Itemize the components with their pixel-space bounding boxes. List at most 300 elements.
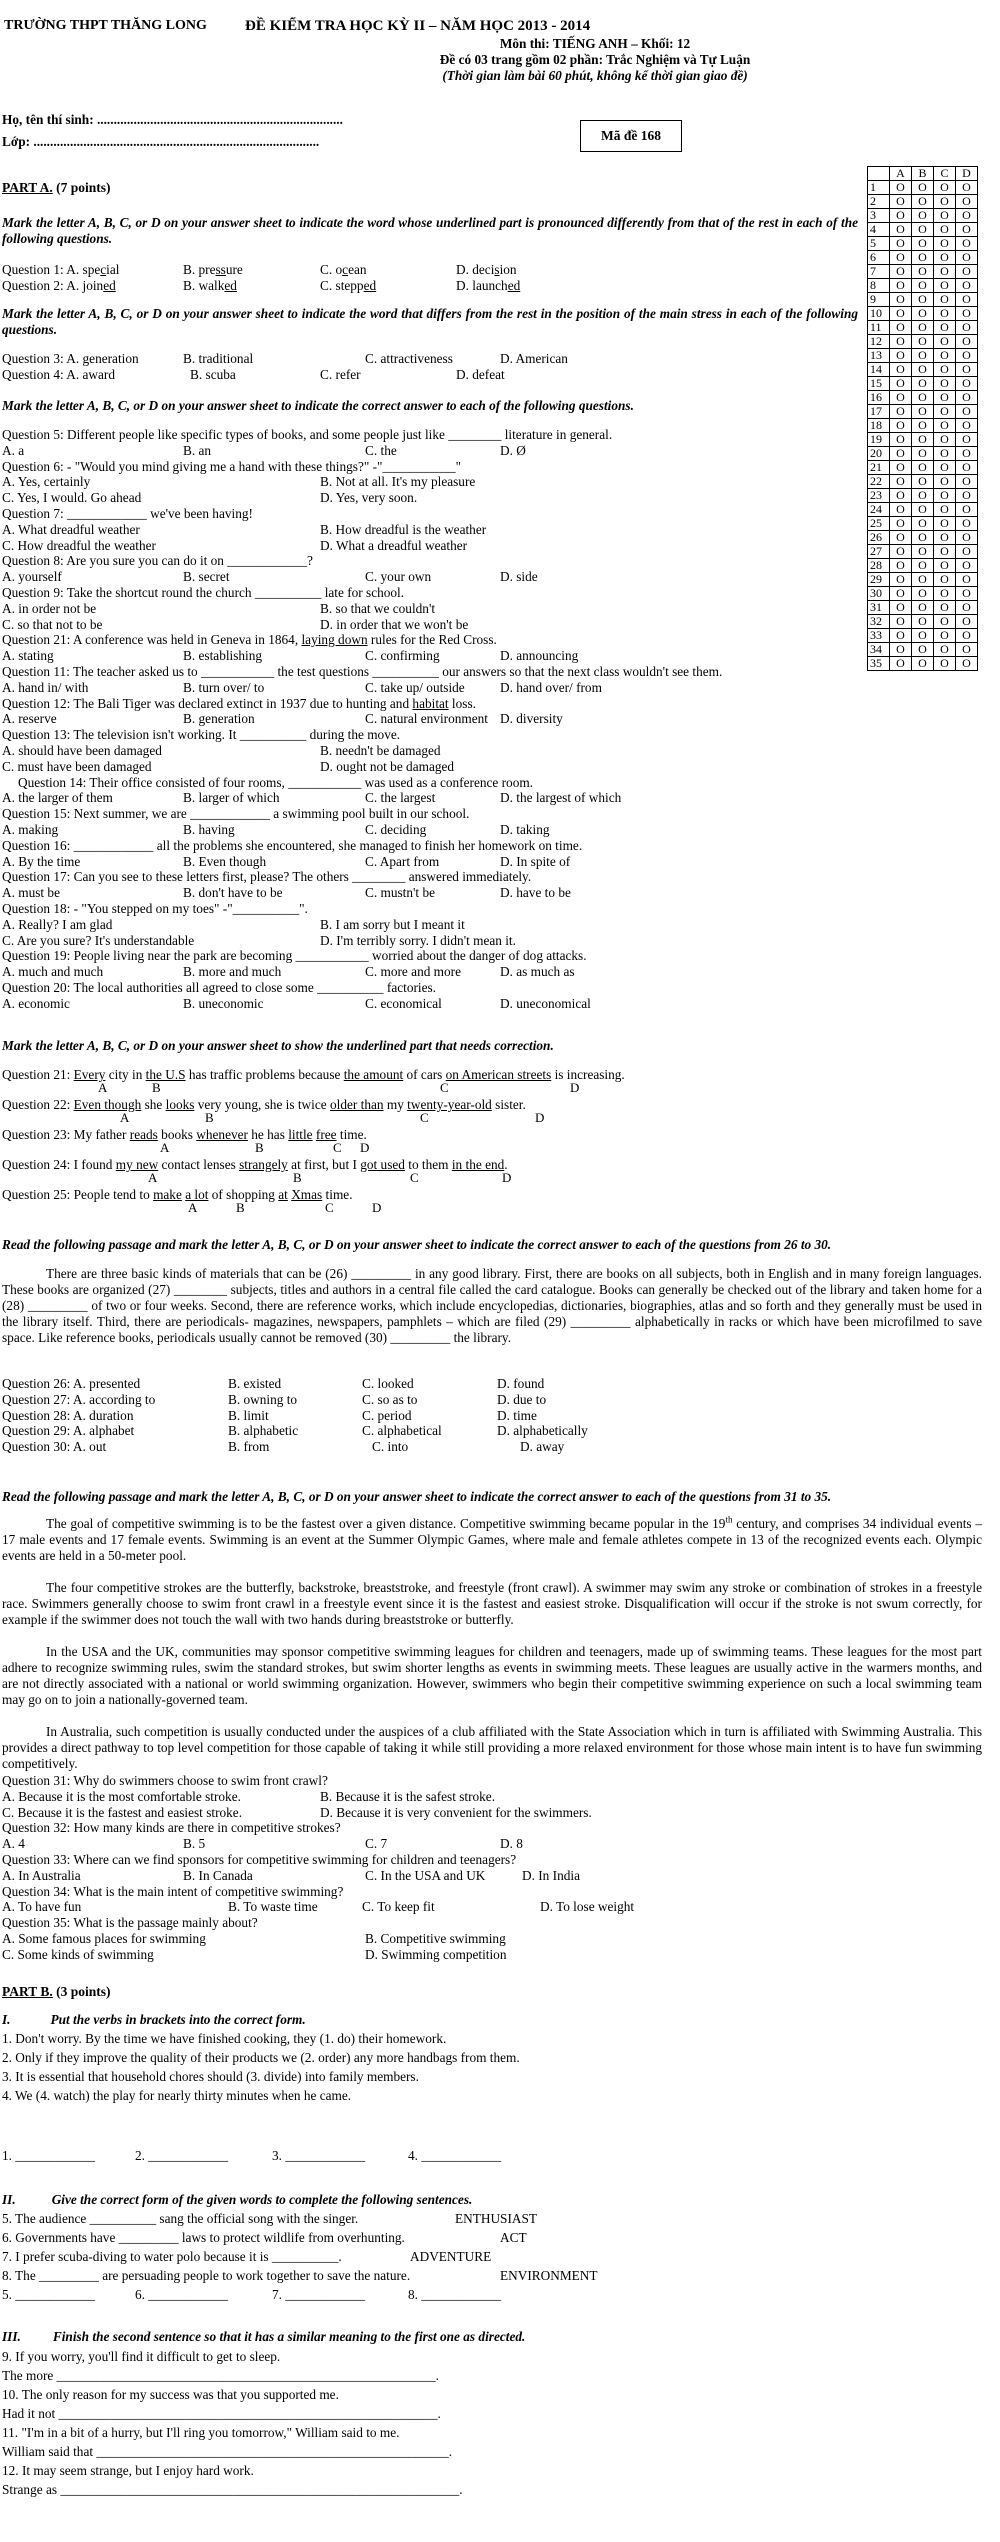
answer-bubble[interactable]: O bbox=[912, 629, 934, 643]
answer-sheet-row bbox=[868, 629, 978, 643]
answer-bubble[interactable]: O bbox=[912, 545, 934, 559]
answer-bubble[interactable]: O bbox=[934, 461, 956, 475]
answer-bubble[interactable]: O bbox=[934, 531, 956, 545]
q34-option-b[interactable]: B. To waste time bbox=[228, 1899, 318, 1915]
q31-option-b[interactable]: B. Because it is the safest stroke. bbox=[320, 1788, 496, 1804]
q20-option-a[interactable]: A. economic bbox=[2, 995, 70, 1011]
answer-bubble[interactable]: O bbox=[912, 573, 934, 587]
answer-bubble[interactable]: O bbox=[912, 335, 934, 349]
answer-bubble[interactable]: O bbox=[934, 279, 956, 293]
answer-bubble[interactable]: O bbox=[934, 251, 956, 265]
q28-option-d[interactable]: D. time bbox=[497, 1407, 537, 1423]
answer-bubble[interactable]: O bbox=[934, 195, 956, 209]
q15-option-c[interactable]: C. deciding bbox=[365, 822, 427, 837]
answer-sheet-row-number: 9 bbox=[868, 293, 890, 307]
answer-bubble[interactable]: O bbox=[890, 657, 912, 671]
q9-option-c[interactable]: C. so that not to be bbox=[2, 616, 103, 632]
name-field[interactable]: Họ, tên thí sinh: .......................................................................... bbox=[2, 112, 343, 127]
subject-line: Môn thi: TIẾNG ANH – Khối: 12 bbox=[499, 36, 691, 51]
answer-sheet-row bbox=[868, 461, 978, 475]
answer-bubble[interactable]: O bbox=[934, 293, 956, 307]
s2-blank-7[interactable]: 7. ____________ bbox=[272, 2287, 366, 2302]
answer-bubble[interactable]: O bbox=[934, 209, 956, 223]
q31-option-a[interactable]: A. Because it is the most comfortable stroke. bbox=[2, 1788, 241, 1804]
q32-option-d[interactable]: D. 8 bbox=[500, 1836, 523, 1852]
answer-bubble[interactable]: O bbox=[890, 419, 912, 433]
answer-sheet-row-number: 2 bbox=[868, 195, 890, 209]
answer-bubble[interactable]: O bbox=[912, 237, 934, 251]
answer-bubble[interactable]: O bbox=[956, 657, 978, 671]
answer-bubble[interactable]: O bbox=[912, 587, 934, 601]
q10-option-a[interactable]: A. stating bbox=[2, 648, 54, 664]
answer-bubble[interactable]: O bbox=[956, 181, 978, 195]
q7-option-a[interactable]: A. What dreadful weather bbox=[2, 521, 140, 537]
answer-bubble[interactable]: O bbox=[912, 307, 934, 321]
answer-bubble[interactable]: O bbox=[890, 377, 912, 391]
q16-stem: Question 16: ____________ all the problems she encountered, she managed to finish her homework on time. bbox=[2, 837, 583, 853]
answer-sheet-row bbox=[868, 363, 978, 377]
answer-bubble[interactable]: O bbox=[934, 405, 956, 419]
answer-bubble[interactable]: O bbox=[912, 293, 934, 307]
answer-bubble[interactable]: O bbox=[956, 223, 978, 237]
q28-option-c[interactable]: C. period bbox=[362, 1407, 412, 1423]
s3-answer-9[interactable]: The more _________________________________________________________. bbox=[2, 2368, 439, 2383]
q32-option-b[interactable]: B. 5 bbox=[183, 1836, 206, 1852]
answer-bubble[interactable]: O bbox=[912, 601, 934, 615]
answer-bubble[interactable]: O bbox=[934, 181, 956, 195]
q14-option-c[interactable]: C. the largest bbox=[365, 790, 436, 806]
exam-page: TRƯỜNG THPT THĂNG LONG ĐỀ KIỂM TRA HỌC KỲ II – NĂM HỌC 2013 - 2014 Môn thi: TIẾNG ANH – Khối: 12 Đề có 03 trang gồm 02 phần: Trắc Nghiệm và Tự Luận (Thời gian làm bài 60 phút, không kể thời gian giao đề) Họ, tên thí sinh: .......................................................................... Lớp: ...................................................................................... Mã đề 168 A B C D 1 O O O O 2 O O O O 3 O O O O 4 O O O O 5 O O O O 6 O O O O 7 O O O O 8 O O O O 9 O O O O 10 O O O O 11 O O O O 12 O O O O 13 O O O O 14 O O O O 15 O O O O 16 O O O O 17 O O O O 18 O O O O 19 O O O O 20 O O O O 21 O O O O 22 O O O O 23 O O O O 24 O O O O 25 O O O O 26 O O O O 27 O O O O 28 O O O O 29 O O O O 30 O O O O 31 O O O O 32 O O O O 33 O O O O 34 O O O O 35 O O O O PART A. (7 points) Mark the letter A, B, C, or D on your answer sheet to indicate the word whose underlined part is pronounced differently from that of the rest in each of the following questions. Question 1: A. special B. pressure C. ocean D. decision Question 2: A. joined B. walked C. stepped D. launched Mark the letter A, B, C, or D on your answer sheet to indicate the word that differs from the rest in the position of the main stress in each of the following questions. Question 3: A. generation B. traditional C. attractiveness D. American Question 4: A. award B. scuba C. refer D. defeat Mark the letter A, B, C, or D on your answer sheet to indicate the correct answer to each of the following questions. Question 5: Different people like specific types of books, and some people just like ________ literature in general. A. a B. an C. the D. Ø Question 6: - "Would you mind giving me a hand with these things?" -"___________" A. Yes, certainly B. Not at all. It's my pleasure C. Yes, I would. Go ahead D. Yes, very soon. Question 7: ____________ we've been having! A. What dreadful weather B. How dreadful is the weather C. How dreadful the weather D. What a dreadful weather Question 8: Are you sure you can do it on ____________? A. yourself B. secret C. your own D. side Question 9: Take the shortcut round the church __________ late for school. A. in order not be B. so that we couldn't C. so that not to be D. in order that we won't be Question 21: A conference was held in Geneva in 1864, laying down rules for the Red Cross. A. stating B. establishing C. confirming D. announcing Question 11: The teacher asked us to ___________ the test questions __________ our answers so that the next class wouldn't see them. A. hand in/ with B. turn over/ to C. take up/ outside D. hand over/ from Question 12: The Bali Tiger was declared extinct in 1937 due to hunting and habitat loss. A. reserve B. generation C. natural environment D. diversity Question 13: The television isn't working. It __________ during the move. A. should have been damaged B. needn't be damaged C. must have been damaged D. ought not be damaged Question 14: Their office consisted of four rooms, ___________ was used as a conference room. A. the larger of them B. larger of which C. the largest D. the largest of which Question 15: Next summer, we are ____________ a swimming pool built in our school. A. making B. having C. deciding D. taking Question 16: ____________ all the problems she encountered, she managed to finish her homework on time. A. By the time B. Even though C. Apart from D. In spite of Question 17: Can you see to these letters first, please? The others ________ answered immediately. A. must be B. don't have to be C. mustn't be D. have to be Question 18: - "You stepped on my toes" -"__________". A. Really? I am glad B. I am sorry but I meant it C. Are you sure? It's understandable D. I'm terribly sorry. I didn't mean it. Question 19: People living near the park are becoming ___________ worried about the danger of dog attacks. A. much and much B. more and much C. more and more D. as much as Question 20: The local authorities all agreed to close some __________ factories. A. economic B. uneconomic C. economical D. uneconomical Mark the letter A, B, C, or D on your answer sheet to show the underlined part that needs correction. Question 21: Every city in the U.S has traffic problems because the amount of cars on American streets is increasing. A B C D Question 22: Even though she looks very young, she is twice older than my twenty-year-old sister. A B C D Question 23: My father reads books whenever he has little free time. A B C D Question 24: I found my new contact lenses strangely at first, but I got used to them in the end. A B C D Question 25: People tend to make a lot of shopping at Xmas time. A B C D Read the following passage and mark the letter A, B, C, or D on your answer sheet to indicate the correct answer to each of the questions from 26 to 30. There are three basic kinds of materials that can be (26) _________ in any good library. First, there are books on all subjects, both in English and in many foreign languages. These books are organized (27) ________ subjects, titles and authors in a central file called the card catalogue. Books can generally be checked out of the library and taken home for a (28) _________ of two or four weeks. Second, there are reference works, which include encyclopedias, dictionaries, biographies, atlas and so forth and they generally must be used in the library itself. Third, there are periodicals- magazines, newspapers, pamphlets – which are filed (29) _________ alphabetically in racks or which have been microfilmed to save space. Like reference books, periodicals usually cannot be removed (30) _________ the library. Question 26: A. presented B. existed C. looked D. found Question 27: A. according to B. owning to C. so as to D. due to Question 28: A. duration B. limit C. period D. time Question 29: A. alphabet B. alphabetic C. alphabetical D. alphabetically Question 30: A. out B. from C. into D. away Read the following passage and mark the letter A, B, C, or D on your answer sheet to indicate the correct answer to each of the questions from 31 to 35. The goal of competitive swimming is to be the fastest over a given distance. Competitive swimming became popular in the 19th century, and comprises 34 individual events – 17 male events and 17 female events. Swimming is an event at the Summer Olympic Games, where male and female athletes compete in 13 of the recognized events each. Olympic events are held in a 50-meter pool. The four competitive strokes are the butterfly, backstroke, breaststroke, and freestyle (front crawl). A swimmer may swim any stroke or combination of strokes in a freestyle race. Swimmers generally choose to swim front crawl in a freestyle event since it is the fastest and easiest stroke. Disqualification will occur if the stroke is not swum correctly, for example if the swimmer does not touch the wall with two hands during breaststroke or butterfly. In the USA and the UK, communities may sponsor competitive swimming leagues for children and teenagers, made up of swimming teams. These leagues for the most part adhere to recognize swimming rules, swim the standard strokes, but swim shorter lengths as events in swimming meets. These leagues are usually active in the warmers months, and are not directly associated with a national or world swimming organization. However, swimmers who begin their competitive swimming experience on such a local swimming team may go on to join a nationally-governed team. In Australia, such competition is usually conducted under the auspices of a club affiliated with the State Association which in turn is affiliated with Swimming Australia. This provides a direct pathway to top level competition for those capable of taking it while still providing a more relaxed environment for those whose main intent is to have fun swimming competitively. Question 31: Why do swimmers choose to swim front crawl? A. Because it is the most comfortable stroke. B. Because it is the safest stroke. C. Because it is the fastest and easiest stroke. D. Because it is very convenient for the swimmers. Question 32: How many kinds are there in competitive strokes? A. 4 B. 5 C. 7 D. 8 Question 33: Where can we find sponsors for competitive swimming for children and teenagers? A. In Australia B. In Canada C. In the USA and UK D. In India Question 34: What is the main intent of competitive swimming? A. To have fun B. To waste time C. To keep fit D. To lose weight Question 35: What is the passage mainly about? A. Some famous places for swimming B. Competitive swimming C. Some kinds of swimming D. Swimming competition PART B. (3 points) I. Put the verbs in brackets into the correct form. 1. Don't worry. By the time we have finished cooking, they (1. do) their homework. 2. Only if they improve the quality of their products we (2. order) any more handbags from them. 3. It is essential that household chores should (3. divide) into family members. 4. We (4. watch) the play for nearly thirty minutes when he came. 1. ____________ 2. ____________ 3. ____________ 4. ____________ II. Give the correct form of the given words to complete the following sentences. 5. The audience __________ sang the official song with the singer. ENTHUSIAST 6. Governments have _________ laws to protect wildlife from overhunting. ACT 7. I prefer scuba-diving to water polo because it is __________. ADVENTURE 8. The _________ are persuading people to work together to save the nature. ENVIRONMENT 5. ____________ 6. ____________ 7. ____________ 8. ____________ III. Finish the second sentence so that it has a similar meaning to the first one as directed. 9. If you worry, you'll find it difficult to get to sleep. The more _________________________________________________________. 10. The only reason for my success was that you supported me. Had it not _________________________________________________________. 11. "I'm in a bit of a hurry, but I'll ring you tomorrow," William said to me. William said that _____________________________________________________. 12. It may seem strange, but I enjoy hard work. Strange as ____________________________________________________________. bbox=[2, 18, 982, 2497]
q11-option-b[interactable]: B. turn over/ to bbox=[183, 679, 265, 695]
answer-bubble[interactable]: O bbox=[912, 461, 934, 475]
answer-bubble[interactable]: O bbox=[934, 447, 956, 461]
answer-bubble[interactable]: O bbox=[956, 475, 978, 489]
answer-bubble[interactable]: O bbox=[890, 237, 912, 251]
q10-option-d[interactable]: D. announcing bbox=[500, 648, 579, 664]
answer-bubble[interactable]: O bbox=[890, 391, 912, 405]
s2-line-8: 8. The _________ are persuading people to work together to save the nature. bbox=[2, 2268, 411, 2283]
answer-bubble[interactable]: O bbox=[956, 643, 978, 657]
answer-bubble[interactable]: O bbox=[934, 307, 956, 321]
answer-bubble[interactable]: O bbox=[934, 419, 956, 433]
q7-option-b[interactable]: B. How dreadful is the weather bbox=[320, 521, 487, 537]
passage-1 bbox=[2, 1266, 982, 1346]
s3-line-12: 12. It may seem strange, but I enjoy hard work. bbox=[2, 2463, 254, 2478]
answer-bubble[interactable]: O bbox=[956, 405, 978, 419]
answer-bubble[interactable]: O bbox=[956, 503, 978, 517]
q18-option-c[interactable]: C. Are you sure? It's understandable bbox=[2, 932, 195, 948]
q35-option-a[interactable]: A. Some famous places for swimming bbox=[2, 1931, 206, 1946]
s3-line-9: 9. If you worry, you'll find it difficult to get to sleep. bbox=[2, 2349, 281, 2364]
q13-option-a[interactable]: A. should have been damaged bbox=[2, 743, 162, 758]
answer-bubble[interactable]: O bbox=[890, 279, 912, 293]
answer-sheet-row bbox=[868, 251, 978, 265]
answer-bubble[interactable]: O bbox=[934, 601, 956, 615]
q12-option-d[interactable]: D. diversity bbox=[500, 711, 563, 727]
q20-option-c[interactable]: C. economical bbox=[365, 995, 442, 1011]
answer-bubble[interactable]: O bbox=[956, 601, 978, 615]
answer-bubble[interactable]: O bbox=[934, 573, 956, 587]
answer-bubble[interactable]: O bbox=[934, 545, 956, 559]
q17-option-d[interactable]: D. have to be bbox=[500, 885, 571, 901]
answer-bubble[interactable]: O bbox=[934, 433, 956, 447]
answer-bubble[interactable]: O bbox=[956, 335, 978, 349]
answer-bubble[interactable]: O bbox=[956, 321, 978, 335]
answer-bubble[interactable]: O bbox=[956, 377, 978, 391]
answer-bubble[interactable]: O bbox=[934, 223, 956, 237]
q3-stem: Question 3: A. generation bbox=[2, 351, 139, 366]
class-field[interactable]: Lớp: ...................................................................................... bbox=[2, 134, 320, 149]
answer-bubble[interactable]: O bbox=[934, 629, 956, 643]
q1-stem: Question 1: A. special bbox=[2, 262, 120, 277]
answer-bubble[interactable]: O bbox=[890, 517, 912, 531]
q26-stem: Question 26: A. presented bbox=[2, 1376, 141, 1391]
answer-bubble[interactable]: O bbox=[956, 251, 978, 265]
answer-bubble[interactable]: O bbox=[890, 405, 912, 419]
q16-option-b[interactable]: B. Even though bbox=[183, 853, 267, 869]
answer-bubble[interactable]: O bbox=[956, 279, 978, 293]
q15-option-a[interactable]: A. making bbox=[2, 822, 59, 837]
answer-bubble[interactable]: O bbox=[956, 419, 978, 433]
answer-bubble[interactable]: O bbox=[956, 391, 978, 405]
q6-option-d[interactable]: D. Yes, very soon. bbox=[320, 490, 418, 506]
answer-bubble[interactable]: O bbox=[890, 629, 912, 643]
answer-bubble[interactable]: O bbox=[890, 531, 912, 545]
q33-option-a[interactable]: A. In Australia bbox=[2, 1867, 81, 1883]
q31-option-c[interactable]: C. Because it is the fastest and easiest stroke. bbox=[2, 1804, 243, 1820]
answer-bubble[interactable]: O bbox=[934, 377, 956, 391]
q5-option-a[interactable]: A. a bbox=[2, 442, 25, 458]
answer-bubble[interactable]: O bbox=[956, 293, 978, 307]
answer-sheet-row-number: 30 bbox=[868, 587, 890, 601]
q6-option-a[interactable]: A. Yes, certainly bbox=[2, 474, 91, 490]
answer-bubble[interactable]: O bbox=[956, 209, 978, 223]
q12-option-c[interactable]: C. natural environment bbox=[365, 711, 488, 727]
q26-option-c[interactable]: C. looked bbox=[362, 1376, 414, 1391]
q30-option-d[interactable]: D. away bbox=[520, 1439, 565, 1455]
answer-bubble[interactable]: O bbox=[890, 447, 912, 461]
answer-bubble[interactable]: O bbox=[912, 377, 934, 391]
answer-sheet-row-number: 32 bbox=[868, 615, 890, 629]
q11-option-c[interactable]: C. take up/ outside bbox=[365, 679, 465, 695]
instruction-correct-answer: Mark the letter A, B, C, or D on your answer sheet to indicate the correct answer to each of the following questions. bbox=[2, 398, 634, 413]
answer-bubble[interactable]: O bbox=[956, 517, 978, 531]
q13-option-b[interactable]: B. needn't be damaged bbox=[320, 743, 441, 758]
answer-bubble[interactable]: O bbox=[912, 433, 934, 447]
q14-option-d[interactable]: D. the largest of which bbox=[500, 790, 622, 806]
answer-sheet-row bbox=[868, 545, 978, 559]
answer-bubble[interactable]: O bbox=[934, 363, 956, 377]
q20-option-d[interactable]: D. uneconomical bbox=[500, 995, 591, 1011]
answer-bubble[interactable]: O bbox=[956, 447, 978, 461]
answer-bubble[interactable]: O bbox=[934, 489, 956, 503]
q14-option-a[interactable]: A. the larger of them bbox=[2, 790, 113, 806]
q35-option-d[interactable]: D. Swimming competition bbox=[365, 1946, 507, 1962]
q29-option-b[interactable]: B. alphabetic bbox=[228, 1423, 299, 1439]
q19-option-a[interactable]: A. much and much bbox=[2, 964, 104, 980]
answer-bubble[interactable]: O bbox=[934, 643, 956, 657]
answer-bubble[interactable]: O bbox=[890, 349, 912, 363]
answer-bubble[interactable]: O bbox=[912, 209, 934, 223]
answer-sheet-row bbox=[868, 587, 978, 601]
q34-option-c[interactable]: C. To keep fit bbox=[362, 1899, 435, 1915]
s1-blank-1[interactable]: 1. ____________ bbox=[2, 2148, 96, 2163]
answer-bubble[interactable]: O bbox=[912, 391, 934, 405]
q11-option-a[interactable]: A. hand in/ with bbox=[2, 679, 89, 695]
answer-sheet-row-number: 6 bbox=[868, 251, 890, 265]
q19-option-c[interactable]: C. more and more bbox=[365, 964, 462, 980]
q19-option-d[interactable]: D. as much as bbox=[500, 964, 575, 980]
answer-bubble[interactable]: O bbox=[956, 195, 978, 209]
answer-bubble[interactable]: O bbox=[890, 643, 912, 657]
answer-bubble[interactable]: O bbox=[934, 237, 956, 251]
q30-option-b[interactable]: B. from bbox=[228, 1439, 270, 1455]
answer-bubble[interactable]: O bbox=[890, 559, 912, 573]
answer-bubble[interactable]: O bbox=[890, 307, 912, 321]
answer-bubble[interactable]: O bbox=[890, 293, 912, 307]
s1-blank-4[interactable]: 4. ____________ bbox=[408, 2148, 502, 2163]
q34-option-a[interactable]: A. To have fun bbox=[2, 1899, 82, 1915]
q15-option-d[interactable]: D. taking bbox=[500, 822, 550, 837]
answer-bubble[interactable]: O bbox=[890, 601, 912, 615]
s3-answer-11[interactable]: William said that _____________________________________________________. bbox=[2, 2444, 453, 2459]
answer-bubble[interactable]: O bbox=[890, 363, 912, 377]
section-3-number: III. bbox=[2, 2329, 21, 2344]
answer-bubble[interactable]: O bbox=[956, 545, 978, 559]
q13-option-d[interactable]: D. ought not be damaged bbox=[320, 758, 455, 774]
q7-option-d[interactable]: D. What a dreadful weather bbox=[320, 537, 468, 553]
s1-line-3: 3. It is essential that household chores should (3. divide) into family members. bbox=[2, 2069, 419, 2084]
s2-blank-8[interactable]: 8. ____________ bbox=[408, 2287, 502, 2302]
answer-sheet-row-number: 25 bbox=[868, 517, 890, 531]
q5-option-d[interactable]: D. Ø bbox=[500, 442, 526, 458]
q16-option-c[interactable]: C. Apart from bbox=[365, 853, 440, 869]
answer-bubble[interactable]: O bbox=[890, 181, 912, 195]
answer-bubble[interactable]: O bbox=[890, 209, 912, 223]
answer-bubble[interactable]: O bbox=[890, 461, 912, 475]
answer-sheet-row-number: 28 bbox=[868, 559, 890, 573]
q6-option-c[interactable]: C. Yes, I would. Go ahead bbox=[2, 490, 142, 506]
answer-sheet-row-number: 4 bbox=[868, 223, 890, 237]
answer-bubble[interactable]: O bbox=[890, 265, 912, 279]
q8-option-a[interactable]: A. yourself bbox=[2, 569, 62, 585]
answer-bubble[interactable]: O bbox=[912, 195, 934, 209]
answer-bubble[interactable]: O bbox=[956, 489, 978, 503]
answer-bubble[interactable]: O bbox=[956, 237, 978, 251]
answer-bubble[interactable]: O bbox=[890, 321, 912, 335]
answer-bubble[interactable]: O bbox=[912, 531, 934, 545]
answer-bubble[interactable]: O bbox=[934, 559, 956, 573]
answer-bubble[interactable]: O bbox=[912, 489, 934, 503]
answer-sheet-row-number: 15 bbox=[868, 377, 890, 391]
q33-option-d[interactable]: D. In India bbox=[522, 1867, 580, 1883]
answer-bubble[interactable]: O bbox=[890, 587, 912, 601]
answer-bubble[interactable]: O bbox=[934, 657, 956, 671]
answer-bubble[interactable]: O bbox=[956, 265, 978, 279]
q5-option-c[interactable]: C. the bbox=[365, 442, 397, 458]
answer-bubble[interactable]: O bbox=[890, 615, 912, 629]
q18-option-b[interactable]: B. I am sorry but I meant it bbox=[320, 916, 465, 932]
q10-option-b[interactable]: B. establishing bbox=[183, 648, 263, 664]
answer-bubble[interactable]: O bbox=[912, 657, 934, 671]
answer-bubble[interactable]: O bbox=[956, 559, 978, 573]
answer-bubble[interactable]: O bbox=[890, 475, 912, 489]
answer-bubble[interactable]: O bbox=[934, 335, 956, 349]
q8-option-c[interactable]: C. your own bbox=[365, 569, 432, 585]
q34-option-d[interactable]: D. To lose weight bbox=[540, 1899, 635, 1915]
answer-bubble[interactable]: O bbox=[890, 195, 912, 209]
q17-option-c[interactable]: C. mustn't be bbox=[365, 885, 435, 901]
answer-bubble[interactable]: O bbox=[912, 419, 934, 433]
q6-option-b[interactable]: B. Not at all. It's my pleasure bbox=[320, 474, 476, 490]
q31-option-d[interactable]: D. Because it is very convenient for the swimmers. bbox=[320, 1804, 592, 1820]
s2-line-7: 7. I prefer scuba-diving to water polo because it is __________. bbox=[2, 2249, 342, 2264]
answer-bubble[interactable]: O bbox=[956, 363, 978, 377]
answer-bubble[interactable]: O bbox=[934, 391, 956, 405]
answer-bubble[interactable]: O bbox=[934, 321, 956, 335]
answer-bubble[interactable]: O bbox=[890, 503, 912, 517]
answer-bubble[interactable]: O bbox=[890, 489, 912, 503]
s3-line-11: 11. "I'm in a bit of a hurry, but I'll ring you tomorrow," William said to me. bbox=[2, 2425, 400, 2440]
s1-blank-3[interactable]: 3. ____________ bbox=[272, 2148, 366, 2163]
q32-option-a[interactable]: A. 4 bbox=[2, 1836, 25, 1852]
answer-bubble[interactable]: O bbox=[934, 349, 956, 363]
s2-blank-6[interactable]: 6. ____________ bbox=[135, 2287, 229, 2302]
q33-option-c[interactable]: C. In the USA and UK bbox=[365, 1867, 486, 1883]
q27-option-d[interactable]: D. due to bbox=[497, 1391, 547, 1407]
q10-option-c[interactable]: C. confirming bbox=[365, 648, 440, 664]
q17-option-b[interactable]: B. don't have to be bbox=[183, 885, 283, 901]
q5-option-b[interactable]: B. an bbox=[183, 442, 212, 458]
q7-option-c[interactable]: C. How dreadful the weather bbox=[2, 537, 156, 553]
q18-option-a[interactable]: A. Really? I am glad bbox=[2, 916, 113, 932]
answer-bubble[interactable]: O bbox=[956, 531, 978, 545]
q2-stem: Question 2: A. joined bbox=[2, 278, 116, 293]
answer-bubble[interactable]: O bbox=[956, 629, 978, 643]
answer-bubble[interactable]: O bbox=[912, 405, 934, 419]
answer-bubble[interactable]: O bbox=[934, 475, 956, 489]
s2-line-6: 6. Governments have _________ laws to protect wildlife from overhunting. bbox=[2, 2230, 405, 2245]
answer-bubble[interactable]: O bbox=[912, 181, 934, 195]
q9-option-a[interactable]: A. in order not be bbox=[2, 600, 97, 616]
q26-option-b[interactable]: B. existed bbox=[228, 1376, 282, 1391]
q3-option-c: C. attractiveness bbox=[365, 351, 453, 366]
answer-bubble[interactable]: O bbox=[912, 251, 934, 265]
answer-bubble[interactable]: O bbox=[912, 279, 934, 293]
answer-bubble[interactable]: O bbox=[956, 307, 978, 321]
answer-sheet-corner bbox=[868, 167, 890, 181]
q23-sentence: Question 23: My father reads books whenever he has little free time. bbox=[2, 1127, 367, 1142]
q35-stem: Question 35: What is the passage mainly about? bbox=[2, 1915, 258, 1931]
answer-bubble[interactable]: O bbox=[890, 223, 912, 237]
answer-sheet-row bbox=[868, 489, 978, 503]
q27-option-c[interactable]: C. so as to bbox=[362, 1391, 418, 1407]
answer-sheet-row-number: 24 bbox=[868, 503, 890, 517]
q11-option-d[interactable]: D. hand over/ from bbox=[500, 679, 602, 695]
answer-sheet-row-number: 12 bbox=[868, 335, 890, 349]
q27-option-b[interactable]: B. owning to bbox=[228, 1391, 298, 1407]
answer-bubble[interactable]: O bbox=[934, 615, 956, 629]
answer-bubble[interactable]: O bbox=[912, 615, 934, 629]
q17-option-a[interactable]: A. must be bbox=[2, 885, 60, 901]
q30-option-c[interactable]: C. into bbox=[372, 1439, 409, 1455]
answer-bubble[interactable]: O bbox=[912, 517, 934, 531]
q9-option-b[interactable]: B. so that we couldn't bbox=[320, 600, 436, 616]
answer-bubble[interactable]: O bbox=[956, 573, 978, 587]
answer-bubble[interactable]: O bbox=[934, 265, 956, 279]
s3-answer-12[interactable]: Strange as ____________________________________________________________. bbox=[2, 2482, 463, 2497]
answer-sheet-row bbox=[868, 223, 978, 237]
q9-option-d[interactable]: D. in order that we won't be bbox=[320, 616, 469, 632]
q26-option-d[interactable]: D. found bbox=[497, 1376, 545, 1391]
q20-option-b[interactable]: B. uneconomic bbox=[183, 995, 264, 1011]
answer-bubble[interactable]: O bbox=[956, 461, 978, 475]
s1-blank-2[interactable]: 2. ____________ bbox=[135, 2148, 229, 2163]
answer-bubble[interactable]: O bbox=[912, 349, 934, 363]
q19-option-b[interactable]: B. more and much bbox=[183, 964, 282, 980]
q8-option-b[interactable]: B. secret bbox=[183, 569, 230, 585]
q2-option-d: D. launched bbox=[456, 278, 521, 293]
answer-bubble[interactable]: O bbox=[912, 223, 934, 237]
answer-bubble[interactable]: O bbox=[956, 349, 978, 363]
answer-bubble[interactable]: O bbox=[912, 559, 934, 573]
answer-bubble[interactable]: O bbox=[890, 433, 912, 447]
q13-option-c[interactable]: C. must have been damaged bbox=[2, 758, 152, 774]
q12-option-a[interactable]: A. reserve bbox=[2, 711, 57, 727]
q33-option-b[interactable]: B. In Canada bbox=[183, 1867, 253, 1883]
answer-bubble[interactable]: O bbox=[912, 643, 934, 657]
q18-option-d[interactable]: D. I'm terribly sorry. I didn't mean it. bbox=[320, 932, 516, 948]
answer-sheet-header-row bbox=[868, 167, 978, 181]
answer-bubble[interactable]: O bbox=[912, 363, 934, 377]
answer-bubble[interactable]: O bbox=[912, 447, 934, 461]
q29-option-c[interactable]: C. alphabetical bbox=[362, 1423, 442, 1439]
q12-option-b[interactable]: B. generation bbox=[183, 711, 255, 727]
answer-bubble[interactable]: O bbox=[890, 251, 912, 265]
answer-bubble[interactable]: O bbox=[956, 433, 978, 447]
q8-option-d[interactable]: D. side bbox=[500, 569, 538, 585]
q22-sentence: Question 22: Even though she looks very young, she is twice older than my twenty-year-old sister. bbox=[2, 1097, 526, 1112]
answer-bubble[interactable]: O bbox=[934, 587, 956, 601]
s2-blank-5[interactable]: 5. ____________ bbox=[2, 2287, 96, 2302]
answer-bubble[interactable]: O bbox=[890, 573, 912, 587]
answer-bubble[interactable]: O bbox=[912, 321, 934, 335]
answer-bubble[interactable]: O bbox=[956, 587, 978, 601]
q16-option-a[interactable]: A. By the time bbox=[2, 853, 81, 869]
q16-option-d[interactable]: D. In spite of bbox=[500, 853, 571, 869]
answer-bubble[interactable]: O bbox=[912, 265, 934, 279]
q28-option-b[interactable]: B. limit bbox=[228, 1407, 269, 1423]
q15-option-b[interactable]: B. having bbox=[183, 822, 235, 837]
q29-option-d[interactable]: D. alphabetically bbox=[497, 1423, 588, 1439]
q1-option-d: D. decision bbox=[456, 262, 517, 277]
q32-option-c[interactable]: C. 7 bbox=[365, 1836, 388, 1852]
answer-bubble[interactable]: O bbox=[912, 475, 934, 489]
answer-bubble[interactable]: O bbox=[912, 503, 934, 517]
part-a-points: (7 points) bbox=[52, 180, 111, 195]
answer-bubble[interactable]: O bbox=[934, 503, 956, 517]
answer-bubble[interactable]: O bbox=[934, 517, 956, 531]
answer-sheet-row bbox=[868, 573, 978, 587]
q35-option-c[interactable]: C. Some kinds of swimming bbox=[2, 1946, 154, 1962]
s3-answer-10[interactable]: Had it not _________________________________________________________. bbox=[2, 2406, 441, 2421]
answer-bubble[interactable]: O bbox=[890, 545, 912, 559]
answer-bubble[interactable]: O bbox=[956, 615, 978, 629]
answer-sheet-row bbox=[868, 293, 978, 307]
q14-option-b[interactable]: B. larger of which bbox=[183, 790, 280, 806]
q35-option-b[interactable]: B. Competitive swimming bbox=[365, 1931, 506, 1946]
answer-bubble[interactable]: O bbox=[890, 335, 912, 349]
